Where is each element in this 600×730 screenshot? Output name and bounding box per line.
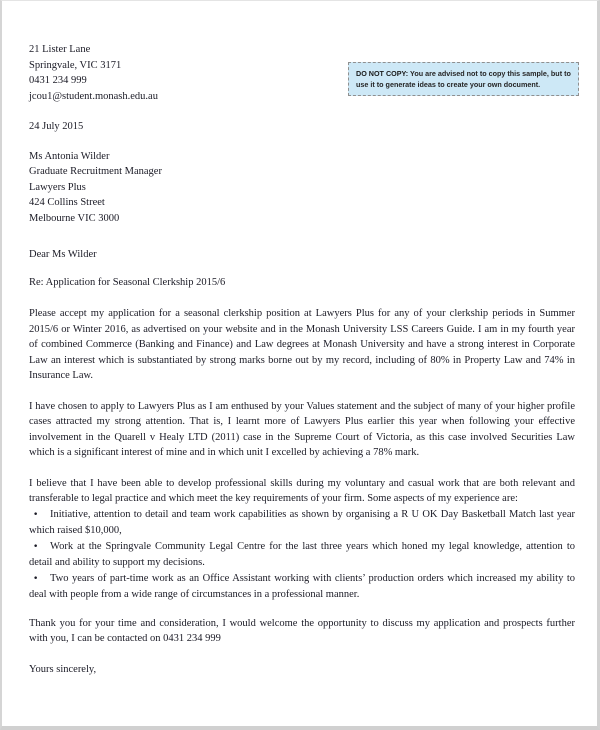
bullet-item-3 — [29, 571, 575, 603]
recipient-city: Melbourne VIC 3000 — [29, 212, 120, 224]
sender-email: jcou1@student.monash.edu.au — [29, 90, 158, 102]
sender-phone: 0431 234 999 — [29, 75, 87, 86]
body-paragraph-3-intro: I believe that I have been able to develop professional skills during my voluntary and casual work that are both relevant and transferable to legal practice and which meet the key requirements of your firm. Some aspects of my experience are: — [29, 477, 575, 504]
recipient-street: 424 Collins Street — [29, 197, 105, 208]
notice-text: You are advised not to copy this sample, but to use it to generate ideas to create your own document. — [356, 69, 571, 89]
bullet-item-1 — [29, 507, 575, 539]
recipient-name: Ms Antonia Wilder — [29, 150, 110, 162]
recipient-address — [29, 149, 575, 227]
body-paragraph-1: Please accept my application for a seasonal clerkship position at Lawyers Plus for any of your clerkship periods in Summer 2015/6 or Winter 2016, as advertised on your website and in the Monash University LSS Careers Guide. I am in my fourth year of combined Commerce (Banking and Finance) and Law degrees at Monash University and have a strong interest in Corporate Law an interest which is substantiated by strong marks borne out by my record, including of 80% in Property Law and 74% in Insurance Law. — [29, 308, 575, 381]
bullet-icon: • — [33, 573, 39, 584]
salutation: Dear Ms Wilder — [29, 249, 97, 260]
bullet-icon: • — [33, 541, 39, 552]
body-paragraph-2: I have chosen to apply to Lawyers Plus as I am enthused by your Values statement and the subject of many of your higher profile cases attracted my strong attention. That is, I learnt more of Lawyers Plus earlier this year when following your effective involvement in the Quarell v Healy LTD (2011) case in the Supreme Court of Victoria, as this case involved Securities Law which is a significant interest of mine and in which unit I excelled by achieving a 78% mark. — [29, 400, 575, 458]
sender-address-line: Springvale, VIC 3171 — [29, 59, 122, 71]
sender-address-line: 21 Lister Lane — [29, 44, 91, 55]
bullet-text: Two years of part-time work as an Office Assistant working with clients’ production orders which increased my ability to deal with people from a wide range of circumstances in a professional manner. — [29, 572, 575, 600]
letter-date: 24 July 2015 — [29, 121, 84, 132]
bullet-item-2 — [29, 539, 575, 571]
bullet-icon: • — [33, 509, 39, 520]
recipient-title: Graduate Recruitment Manager — [29, 166, 162, 177]
bullet-text: Initiative, attention to detail and team work capabilities as shown by organising a R U OK Day Basketball Match last year which raised $10,000, — [29, 508, 575, 536]
closing-paragraph: Thank you for your time and consideration, I would welcome the opportunity to discuss my application and prospects further with you, I can be contacted on 0431 234 999 — [29, 617, 575, 644]
do-not-copy-notice — [348, 62, 579, 96]
subject-line: Re: Application for Seasonal Clerkship 2015/6 — [29, 276, 226, 288]
recipient-company: Lawyers Plus — [29, 181, 86, 193]
notice-label: DO NOT COPY: — [356, 69, 409, 78]
bullet-text: Work at the Springvale Community Legal Centre for the last three years which honed my legal knowledge, attention to detail and ability to support my decisions. — [29, 540, 575, 568]
signoff: Yours sincerely, — [29, 663, 97, 675]
